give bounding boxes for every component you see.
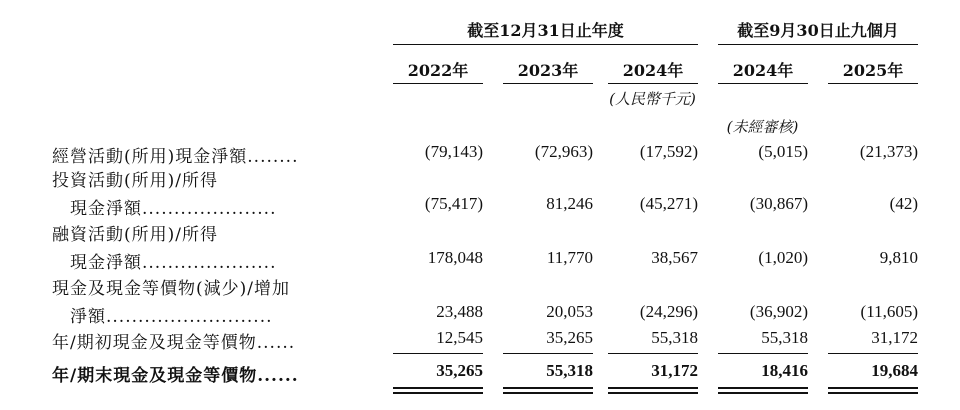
row-investing-value: (75,417): [424, 194, 483, 213]
row-financing-value: 178,048: [427, 248, 483, 267]
year-rule-1: [393, 83, 483, 84]
subtotal-rule-4: [718, 353, 808, 354]
total-double-rule-4a: [718, 387, 808, 389]
header-rule-group2: [718, 44, 918, 45]
row-financing-value: 9,810: [879, 248, 918, 267]
row-opening-value: 31,172: [871, 328, 918, 347]
row-net-change-value: 20,053: [546, 302, 593, 321]
total-double-rule-4b: [718, 392, 808, 394]
row-opening-value: 12,545: [436, 328, 483, 347]
total-double-rule-3a: [608, 387, 698, 389]
year-col-3: 2024年: [622, 61, 684, 80]
row-opening-value: 55,318: [651, 328, 698, 347]
row-financing-value: 38,567: [651, 248, 698, 267]
row-operating-value: (21,373): [859, 142, 918, 161]
total-double-rule-3b: [608, 392, 698, 394]
row-closing-label: 年/期末現金及現金等價物......: [52, 366, 299, 386]
row-financing-label: 融資活動(所用)/所得: [52, 225, 218, 245]
row-investing-value: (42): [889, 194, 918, 213]
row-financing-value: (1,020): [758, 248, 808, 267]
header-nine-months: 截至9月30日止九個月: [737, 21, 899, 40]
subtotal-rule-2: [503, 353, 593, 354]
row-closing-value: 18,416: [761, 361, 808, 380]
row-investing-value: 81,246: [546, 194, 593, 213]
row-investing-value: (45,271): [639, 194, 698, 213]
header-year-ended: 截至12月31日止年度: [467, 21, 624, 40]
total-double-rule-5b: [828, 392, 918, 394]
row-operating-value: (79,143): [424, 142, 483, 161]
unit-note: (人民幣千元): [609, 90, 696, 108]
total-double-rule-5a: [828, 387, 918, 389]
year-rule-3: [608, 83, 698, 84]
row-opening-value: 55,318: [761, 328, 808, 347]
row-closing-value: 31,172: [651, 361, 698, 380]
year-rule-2: [503, 83, 593, 84]
row-closing-value: 55,318: [546, 361, 593, 380]
row-operating-label: 經營活動(所用)現金淨額........: [52, 147, 299, 167]
row-opening-value: 35,265: [546, 328, 593, 347]
row-opening-label: 年/期初現金及現金等價物......: [52, 333, 296, 353]
row-net-change-label: 現金及現金等價物(減少)/增加: [52, 279, 290, 299]
subtotal-rule-3: [608, 353, 698, 354]
year-col-1: 2022年: [407, 61, 469, 80]
year-rule-5: [828, 83, 918, 84]
row-operating-value: (5,015): [758, 142, 808, 161]
row-investing-label-cont: 現金淨額.....................: [70, 199, 277, 219]
total-double-rule-2b: [503, 392, 593, 394]
row-net-change-value: 23,488: [436, 302, 483, 321]
row-financing-label-cont: 現金淨額.....................: [70, 253, 277, 273]
year-rule-4: [718, 83, 808, 84]
total-double-rule-1a: [393, 387, 483, 389]
row-closing-value: 35,265: [436, 361, 483, 380]
header-rule-group1: [393, 44, 698, 45]
row-closing-value: 19,684: [871, 361, 918, 380]
unaudited-note: (未經審核): [726, 118, 799, 136]
row-operating-value: (72,963): [534, 142, 593, 161]
row-net-change-value: (36,902): [749, 302, 808, 321]
total-double-rule-2a: [503, 387, 593, 389]
row-investing-value: (30,867): [749, 194, 808, 213]
row-financing-value: 11,770: [546, 248, 593, 267]
row-investing-label: 投資活動(所用)/所得: [52, 171, 218, 191]
row-net-change-value: (24,296): [639, 302, 698, 321]
row-net-change-label-cont: 淨額..........................: [70, 307, 273, 327]
year-col-2: 2023年: [517, 61, 579, 80]
subtotal-rule-5: [828, 353, 918, 354]
year-col-4: 2024年: [732, 61, 794, 80]
row-operating-value: (17,592): [639, 142, 698, 161]
total-double-rule-1b: [393, 392, 483, 394]
row-net-change-value: (11,605): [860, 302, 918, 321]
subtotal-rule-1: [393, 353, 483, 354]
year-col-5: 2025年: [842, 61, 904, 80]
